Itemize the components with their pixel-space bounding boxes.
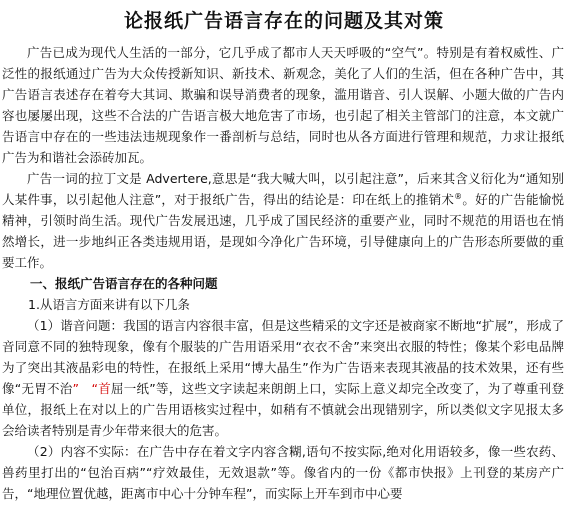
paragraph-definition [0,168,568,273]
subsection-heading: 1.从语言方面来讲有以下几条 [28,297,190,312]
footnote-mark: ® [454,191,463,201]
section-heading: 一、报纸广告语言存在的各种问题 [30,276,218,291]
paragraph-content: （2）内容不实际：在广告中存在着文字内容含糊,语句不按实际,绝对化用语较多，像一些农药、兽药里打出的“包治百病”“疗效最佳，无效退款”等。像省内的一份《都市快报》上刊登的某房产广告，“地理位置优越，距离市中心十分钟车程”，而实际上开车到市中心要 [2,444,564,501]
highlighted-quote-close: ” [72,381,80,396]
document-title: 论报纸广告语言存在的问题及其对策 [123,10,444,32]
paragraph-intro: 广告已成为现代人生活的一部分，它几乎成了都市人天天呼吸的“空气”。特别是有着权威性、广泛性的报纸通过广告为大众传授新知识、新技术、新观念，美化了人们的生活，但在各种广告中，其广告语言表述存在着夸大其词、欺骗和误导消费者的现象，滥用谐音、引人误解、小题大做的广告内容也屡屡出现，这些不合法的广告语言极大地危害了市场，也引起了相关主管部门的注意，本文就广告语言中存在的一些违法违规现象作一番剖析与总结，同时也从各方面进行管理和规范，力求让报纸广告为和谐社会添砖加瓦。 [2,45,564,165]
paragraph-homophone-text-b: 屈一纸”等，这些文字读起来朗朗上口，实际上意义却完全改变了，为了尊重刊登单位，报纸上在对以上的广告用语核实过程中，如稍有不慎就会出现错别字，所以类似文字见报太多会给读者特别是青少年带来很大的危害。 [2,381,564,438]
paragraph-homophone-text-a: （1）谐音问题：我国的语言内容很丰富，但是这些精采的文字还是被商家不断地“扩展”，形成了音同意不同的独特现象，像有个服装的广告用语采用“衣衣不舍”来突出衣服的特性；像某个彩电品牌为了突出其液晶彩电的特性，在报纸上采用“博大晶生”作为广告语来表现其液晶的技术效果，还有些像“无胃不治 [2,318,564,396]
paragraph-definition-text-b: 。好的广告能愉悦精神，引领时尚生活。现代广告发展迅速，几乎成了国民经济的重要产业，同时不规范的用语也在悄然增长，进一步地纠正各类违规用语，是现如今净化广告环境，引导健康向上的广告形态所要做的重要工作。 [2,192,564,270]
paragraph-homophone [0,315,568,441]
highlighted-quote-open: “首 [91,381,112,396]
paragraph-definition-text-a: 广告一词的拉丁文是 Advertere,意思是“我大喊大叫，以引起注意”，后来其含义衍化为“通知别人某件事，以引起他人注意”，对于报纸广告，得出的结论是：印在纸上的推销术 [2,171,564,207]
